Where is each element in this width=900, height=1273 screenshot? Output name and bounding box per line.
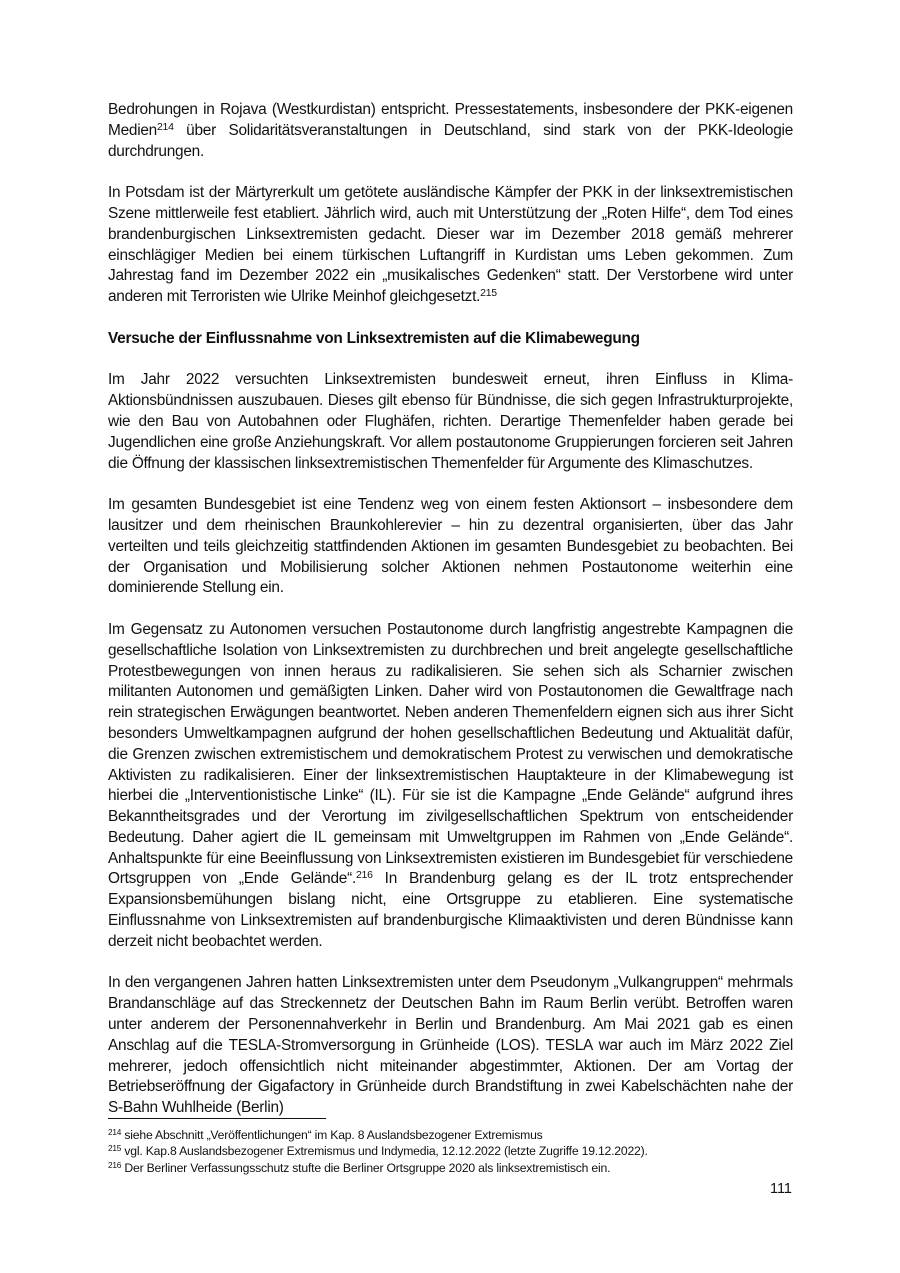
paragraph-5-text-a: Im Gegensatz zu Autonomen versuchen Postautonome durch langfristig angestrebte Kampagnen die gesellschaftliche Isolation von Linksextremisten zu durchbrechen und breit angelegte gesellschaftliche Protestbewegungen von innen heraus zu radikalisieren. Sie sehen sich als Scharnier zwischen militanten Autonomen und gemäßigten Linken. Daher wird von Postautonomen die Gewaltfrage nach rein strategischen Erwägungen beantwortet. Neben anderen Themenfeldern eignen sich aus ihrer Sicht besonders Umweltkampagnen aufgrund der hohen gesellschaftlichen Bedeutung und Aktualität dafür, die Grenzen zwischen extremistischem und demokratischem Protest zu verwischen und demokratische Aktivisten zu radikalisieren. Einer der linksextremistischen Hauptakteure in der Klimabewegung ist hierbei die „Interventionistische Linke“ (IL). Für sie ist die Kampagne „Ende Gelände“ aufgrund ihres Bekanntheitsgrades und der Verortung im zivilgesellschaftlichen Spektrum von entscheidender Bedeutung. Daher agiert die IL gemeinsam mit Umweltgruppen im Rahmen von „Ende Gelände“. Anhaltspunkte für eine Beeinflussung von Linksextremisten existieren im Bundesgebiet für verschiedene Ortsgruppen von „Ende Gelände“.	[108, 620, 793, 888]
paragraph-1-text-b: über Solidaritätsveranstaltungen in Deutschland, sind stark von der PKK-Ideologie durchdrungen.	[108, 121, 793, 160]
paragraph-1-text-a: Bedrohungen in Rojava (Westkurdistan) entspricht. Pressestatements, insbesondere der PKK-eigenen Medien	[108, 101, 793, 139]
footnote-number: 215	[108, 1143, 122, 1154]
footnote-ref-214[interactable]: 214	[156, 121, 174, 133]
footnote-number: 214	[108, 1127, 122, 1138]
paragraph-3: Im Jahr 2022 versuchten Linksextremisten bundesweit erneut, ihren Einfluss in Klima-Aktionsbündnissen auszubauen. Dieses gilt ebenso für Bündnisse, die sich gegen Infrastrukturprojekte, wie den Bau von Autobahnen oder Flughäfen, richten. Derartige Themenfelder haben gerade bei Jugendlichen eine große Anziehungskraft. Vor allem postautonome Gruppierungen forcieren seit Jahren die Öffnung der klassischen linksextremistischen Themenfelder für Argumente des Klimaschutzes.	[108, 371, 793, 472]
footnote-divider	[108, 1118, 326, 1119]
paragraph-5	[108, 620, 793, 953]
footnote-216	[108, 1160, 793, 1176]
footnote-214	[108, 1127, 793, 1143]
footnote-215	[108, 1143, 793, 1159]
paragraph-6: In den vergangenen Jahren hatten Linksextremisten unter dem Pseudonym „Vulkangruppen“ mehrmals Brandanschläge auf das Streckennetz der Deutschen Bahn im Raum Berlin verübt. Betroffen waren unter anderem der Personennahverkehr in Berlin und Brandenburg. Am Mai 2021 gab es einen Anschlag auf die TESLA-Stromversorgung in Grünheide (LOS). TESLA war auch im März 2022 Ziel mehrerer, jedoch offensichtlich nicht miteinander abgestimmter, Aktionen. Der am Vortag der Betriebseröffnung der Gigafactory in Grünheide durch Brandstiftung in zwei Kabelschächten nahe der S-Bahn Wuhlheide (Berlin)	[108, 974, 793, 1117]
footnote-text: siehe Abschnitt „Veröffentlichungen“ im Kap. 8 Auslandsbezogener Extremismus	[121, 1128, 543, 1142]
paragraph-2	[108, 183, 793, 308]
section-heading: Versuche der Einflussnahme von Linksextremisten auf die Klimabewegung	[108, 329, 640, 347]
footnote-number: 216	[108, 1159, 122, 1170]
paragraph-5-text-b: In Brandenburg gelang es der IL trotz entsprechender Expansionsbemühungen bislang nicht, eine Ortsgruppe zu etablieren. Eine systematische Einflussnahme von Linksextremisten auf brandenburgische Klimaaktivisten und deren Bündnisse kann derzeit nicht beobachtet werden.	[108, 870, 794, 950]
footnote-ref-216[interactable]: 216	[355, 870, 373, 882]
footnotes	[108, 1127, 793, 1176]
paragraph-2-text: In Potsdam ist der Märtyrerkult um getötete ausländische Kämpfer der PKK in der linksextremistischen Szene mittlerweile fest etabliert. Jährlich wird, auch mit Unterstützung der „Roten Hilfe“, dem Tod eines brandenburgischen Linksextremisten gedacht. Dieser war im Dezember 2018 gemäß mehrerer einschlägiger Medien bei einem türkischen Luftangriff in Kurdistan ums Leben gekommen. Zum Jahrestag fand im Dezember 2022 ein „musikalisches Gedenken“ statt. Der Verstorbene wird unter anderen mit Terroristen wie Ulrike Meinhof gleichgesetzt.	[108, 184, 793, 306]
paragraph-4: Im gesamten Bundesgebiet ist eine Tendenz weg von einem festen Aktionsort – insbesondere dem lausitzer und dem rheinischen Braunkohlerevier – hin zu dezentral organisierten, über das Jahr verteilten und teils gleichzeitig stattfindenden Aktionen im gesamten Bundesgebiet zu beobachten. Bei der Organisation und Mobilisierung solcher Aktionen nehmen Postautonome weiterhin eine dominierende Stellung ein.	[108, 496, 793, 597]
footnote-ref-215[interactable]: 215	[480, 288, 497, 300]
footnote-text: Der Berliner Verfassungsschutz stufte die Berliner Ortsgruppe 2020 als linksextremistisch ein.	[121, 1160, 611, 1175]
document-body	[108, 100, 793, 1140]
footnote-text: vgl. Kap.8 Auslandsbezogener Extremismus und Indymedia, 12.12.2022 (letzte Zugriffe 19.12.2022).	[121, 1144, 648, 1159]
page-number: 111	[769, 1181, 792, 1197]
paragraph-1	[108, 100, 793, 162]
